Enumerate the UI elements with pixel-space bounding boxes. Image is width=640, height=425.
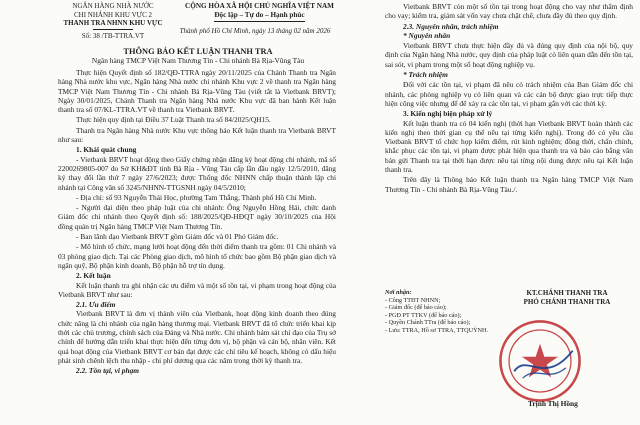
signature-title-2: PHÓ CHÁNH THANH TRA <box>523 297 611 306</box>
document-date: Thành phố Hồ Chí Minh, ngày 13 tháng 02 năm 2026 <box>179 27 331 35</box>
recipients-label: Nơi nhận: <box>385 289 412 296</box>
issuer-line-3: THANH TRA NHNN KHU VỰC <box>63 19 163 28</box>
responsibility-label: * Trách nhiệm <box>403 70 448 80</box>
document-number: Số: 38 /TB-TTRA.VT <box>81 31 145 40</box>
cause-paragraph: Vietbank BRVT chưa thực hiện đầy đủ và đúng quy định của nội bộ, quy định của Ngân hàng Nhà nước, quy định của pháp luật có liên quan dẫn đến tồn tại, sai sót, vi phạm trong một số hoạt động nghiệp vụ. <box>385 41 633 69</box>
issuer-line-2: CHI NHÁNH KHU VỰC 2 <box>73 10 153 19</box>
recipient-item: - Quyền Chánh TTra (để báo cáo); <box>385 319 471 327</box>
overview-paragraph: - Ban lãnh đạo Vietbank BRVT gồm Giám đốc và 01 Phó Giám đốc. <box>76 232 279 242</box>
violations-paragraph: Vietbank BRVT còn một số tồn tại trong hoạt động cho vay như thẩm định cho vay; kiểm tra, giám sát vốn vay chưa chặt chẽ, chưa đầy đủ theo quy định. <box>385 2 633 21</box>
overview-paragraph: - Người đại diện theo pháp luật của chi nhánh: Ông Nguyễn Hồng Hải, chức danh Giám đốc chi nhánh theo Quyết định số: 188/2025/QĐ-HĐQT ngày 30/10/2025 của Hội đồng quản trị Ngân hàng TMCP Việt Nam Thương Tín. <box>58 203 336 231</box>
recommendations-paragraph: Kết luận thanh tra có 04 kiến nghị (thời hạn Vietbank BRVT hoàn thành các kiến nghị theo thời gian cụ thể nêu tại từng kiến nghị). Trong đó có yêu cầu Vietbank BRVT tổ chức họp kiểm điểm, rút kinh nghiệm; đồng thời, chấn chỉnh, khắc phục các tồn tại, vi phạm được phát hiện qua thanh tra và báo cáo bằng văn bản gửi Thanh tra tại thời hạn được nêu tại từng nội dung được nêu tại Kết luận thanh tra. <box>385 118 633 175</box>
right-column <box>385 2 633 195</box>
section-heading: 2. Kết luận <box>76 271 111 281</box>
recipient-item: - Công TTĐT NHNN; <box>385 296 441 304</box>
strengths-paragraph: Vietbank BRVT là đơn vị thành viên của Vietbank, hoạt động kinh doanh theo đúng chức năng là chi nhánh của ngân hàng thương mại. Vietbank BRVT đã tổ chức triển khai kịp thời các chủ trương, chính sách của Đảng và Nhà nước. Chi nhánh bám sát chỉ đạo của Trụ sở chính để hướng dẫn triển khai thực hiện đến từng đơn vị, bộ phận và cán bộ, nhân viên. Kết quả hoạt động của Vietbank BRVT cơ bản đạt được các chỉ tiêu kế hoạch, không có dấu hiệu phát sinh chênh lệch thu nhập - chi phí dương qua các năm trong thời kỳ thanh tra. <box>58 309 336 365</box>
overview-paragraph: - Mô hình tổ chức, mạng lưới hoạt động đến thời điểm thanh tra gồm: 01 Chi nhánh và 03 phòng giao dịch. Tại các Phòng giao dịch, mô hình tổ chức bao gồm Bộ phận giao dịch và ngân quỹ, Bộ phận kinh doanh, Bộ phận hỗ trợ tín dụng. <box>58 242 336 270</box>
intro-paragraph: Thực hiện quy định tại Điều 37 Luật Thanh tra số 84/2025/QH15. <box>76 115 271 125</box>
intro-paragraph: Thực hiện Quyết định số 182/QĐ-TTRA ngày 20/11/2025 của Chánh Thanh tra Ngân hàng Nhà nước khu vực, Ngân hàng Nhà nước chi nhánh Khu vực 2 về thanh tra Ngân hàng TMCP Việt Nam Thương Tín - Chi nhánh Bà Rịa-Vũng Tàu (viết tắt là Vietbank BRVT); Ngày 30/01/2025, Chánh Thanh tra Ngân hàng Nhà nước Khu vực đã ban hành Kết luận thanh tra số 07/KL-TTRA.VT về thanh tra Vietbank BRVT. <box>58 68 336 115</box>
signature-title-1: KT.CHÁNH THANH TRA <box>526 289 608 297</box>
national-header <box>182 2 337 22</box>
subsection-heading: 2.3. Nguyên nhân, trách nhiệm <box>403 21 499 31</box>
issuer-line-1: NGÂN HÀNG NHÀ NƯỚC <box>72 2 154 10</box>
section-heading: 3. Kiến nghị biện pháp xử lý <box>403 109 493 119</box>
subsection-heading: 2.2. Tồn tại, vi phạm <box>76 366 140 376</box>
issuer-divider <box>93 29 133 30</box>
closing-paragraph: Trên đây là Thông báo Kết luận thanh tra Ngân hàng TMCP Việt Nam Thương Tín - Chi nhánh Bà Rịa-Vũng Tàu./. <box>385 175 633 194</box>
intro-paragraph: Thanh tra Ngân hàng Nhà nước Khu vực thông báo Kết luận thanh tra Vietbank BRVT như sau: <box>58 125 336 145</box>
recipients-block <box>385 289 495 335</box>
national-motto: Độc lập – Tự do – Hạnh phúc <box>182 11 337 22</box>
subsection-heading: 2.1. Ưu điểm <box>76 300 116 310</box>
recipient-item: - Lưu: TTRA, Hồ sơ TTRA, TTQUỲNH. <box>385 326 489 334</box>
recipient-item: - PGĐ PT TTKV (để báo cáo); <box>385 311 462 319</box>
document-title <box>58 47 338 65</box>
overview-paragraph: - Vietbank BRVT hoạt động theo Giấy chứng nhận đăng ký hoạt động chi nhánh, mã số 2200269805-007 do Sở KH&ĐT tỉnh Bà Rịa - Vũng Tàu cấp lần đầu ngày 12/5/2010, đăng ký thay đổi lần thứ 7 ngày 27/6/2023; được Thống đốc NHNN chấp thuận thành lập chi nhánh tại Công văn số 3245/NHNN-TTGSNH ngày 04/5/2010; <box>58 154 336 192</box>
title-sub: Ngân hàng TMCP Việt Nam Thương Tín - Chi nhánh Bà Rịa-Vũng Tàu <box>91 56 305 65</box>
conclusion-paragraph: Kết luận thanh tra ghi nhận các ưu điểm và một số tồn tại, vi phạm trong hoạt động của Vietbank BRVT như sau: <box>58 280 336 299</box>
official-seal <box>497 318 583 404</box>
title-main: THÔNG BÁO KẾT LUẬN THANH TRA <box>123 47 273 56</box>
overview-paragraph: - Địa chỉ: số 93 Nguyễn Thái Học, phường Tam Thắng, Thành phố Hồ Chí Minh. <box>76 192 317 202</box>
signature-block <box>497 289 637 307</box>
left-column <box>58 68 336 376</box>
responsibility-paragraph: Đối với các tồn tại, vi phạm đã nêu có trách nhiệm của Ban Giám đốc chi nhánh, các phòng nghiệp vụ có liên quan và các cán bộ được giao trực tiếp thực hiện công việc nhưng để để xảy ra các tồn tại, vi phạm gắn với các thời kỳ. <box>385 80 633 108</box>
signer-name: Trịnh Thị Hồng <box>528 399 578 408</box>
issuer-header <box>58 2 168 40</box>
recipient-item: - Giám đốc (để báo cáo); <box>385 304 447 312</box>
cause-label: * Nguyên nhân <box>403 30 451 40</box>
national-title: CỘNG HÒA XÃ HỘI CHỦ NGHĨA VIỆT NAM <box>185 2 334 10</box>
section-heading: 1. Khái quát chung <box>76 145 137 155</box>
